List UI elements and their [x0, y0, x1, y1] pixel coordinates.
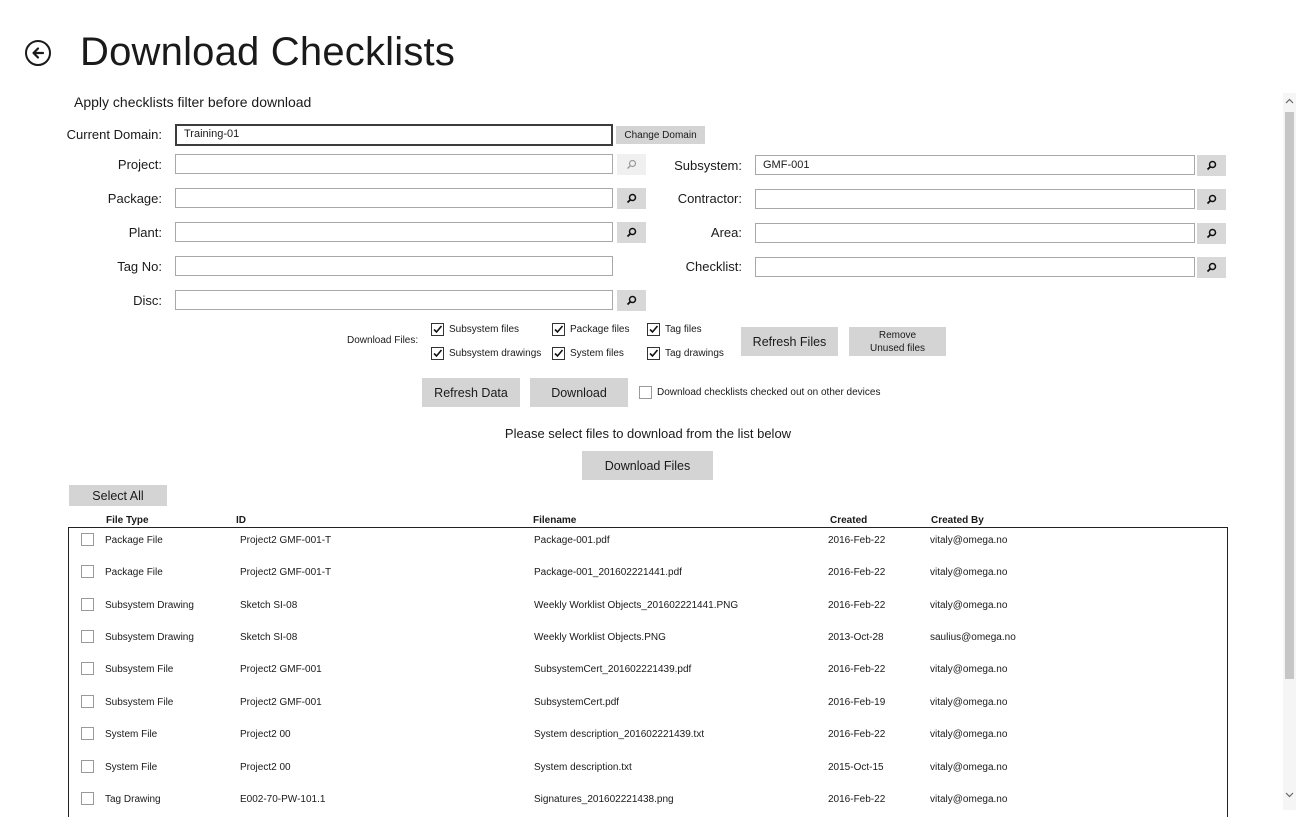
row-checkbox[interactable] [81, 565, 94, 578]
disc-label: Disc: [133, 293, 162, 308]
subsystem-files-text: Subsystem files [449, 324, 520, 335]
system-files-checkbox[interactable] [552, 347, 624, 360]
column-header-created-by[interactable]: Created By [931, 515, 984, 526]
search-icon [1206, 262, 1217, 273]
tag-files-checkbox[interactable] [647, 323, 702, 336]
package-files-text: Package files [570, 324, 630, 335]
area-search-button[interactable] [1197, 223, 1226, 244]
scroll-down-icon[interactable] [1283, 790, 1296, 801]
cell-id: Project2 GMF-001 [240, 697, 322, 708]
table-row[interactable] [69, 755, 1226, 787]
download-checked-out-checkbox[interactable] [639, 386, 880, 399]
cell-created: 2016-Feb-22 [828, 794, 886, 805]
system-files-text: System files [570, 348, 624, 359]
row-checkbox[interactable] [81, 630, 94, 643]
checkmark-icon [648, 348, 659, 359]
scroll-thumb[interactable] [1285, 112, 1294, 679]
cell-file-type: Subsystem File [105, 697, 174, 708]
checkbox[interactable] [552, 347, 565, 360]
table-row[interactable] [69, 560, 1226, 592]
table-row[interactable] [69, 593, 1226, 625]
cell-filename: SubsystemCert.pdf [534, 697, 620, 708]
download-button[interactable]: Download [530, 378, 628, 407]
change-domain-button[interactable]: Change Domain [616, 126, 705, 144]
search-icon [626, 159, 637, 170]
checklist-search-button[interactable] [1197, 257, 1226, 278]
cell-created: 2016-Feb-19 [828, 697, 886, 708]
subsystem-drawings-checkbox[interactable] [431, 347, 541, 360]
back-button[interactable] [25, 40, 51, 66]
tag-drawings-checkbox[interactable] [647, 347, 724, 360]
cell-created-by: vitaly@omega.no [930, 729, 1008, 740]
cell-filename: Weekly Worklist Objects.PNG [534, 632, 666, 643]
package-input[interactable] [175, 188, 613, 208]
cell-created: 2015-Oct-15 [828, 762, 884, 773]
area-input[interactable] [755, 223, 1195, 243]
cell-filename: Weekly Worklist Objects_201602221441.PNG [534, 600, 739, 611]
subsystem-drawings-text: Subsystem drawings [449, 348, 542, 359]
files-instruction-text: Please select files to download from the list below [504, 426, 792, 441]
remove-unused-line1: Remove [878, 329, 917, 341]
package-label: Package: [107, 191, 162, 206]
row-checkbox[interactable] [81, 727, 94, 740]
tag-no-label: Tag No: [117, 259, 162, 274]
contractor-label: Contractor: [677, 191, 742, 206]
page-title: Download Checklists [80, 30, 456, 74]
checkbox[interactable] [647, 323, 660, 336]
files-instruction [0, 426, 1296, 441]
download-files-label: Download Files: [347, 335, 419, 346]
cell-id: Project2 00 [240, 762, 291, 773]
table-row[interactable] [69, 657, 1226, 689]
tag-no-input[interactable] [175, 256, 613, 276]
cell-created: 2016-Feb-22 [828, 600, 886, 611]
cell-id: E002-70-PW-101.1 [240, 794, 326, 805]
remove-unused-line2: Unused files [869, 342, 926, 354]
search-icon [1206, 228, 1217, 239]
file-list [68, 527, 1228, 817]
cell-created-by: vitaly@omega.no [930, 794, 1008, 805]
subsystem-input[interactable]: GMF-001 [755, 155, 1195, 175]
cell-filename: Signatures_201602221438.png [534, 794, 674, 805]
subsystem-files-checkbox[interactable] [431, 323, 519, 336]
cell-filename: SubsystemCert_201602221439.pdf [534, 664, 692, 675]
plant-input[interactable] [175, 222, 613, 242]
table-row[interactable] [69, 528, 1226, 560]
cell-id: Project2 00 [240, 729, 291, 740]
row-checkbox[interactable] [81, 695, 94, 708]
contractor-input[interactable] [755, 189, 1195, 209]
refresh-files-button[interactable] [741, 327, 838, 356]
cell-id: Project2 GMF-001-T [240, 535, 332, 546]
current-domain-label: Current Domain: [66, 127, 162, 142]
cell-filename: System description_201602221439.txt [534, 729, 705, 740]
search-icon [626, 227, 637, 238]
scroll-up-icon[interactable] [1283, 97, 1296, 108]
cell-created-by: vitaly@omega.no [930, 600, 1008, 611]
cell-created: 2016-Feb-22 [828, 567, 886, 578]
checklist-input[interactable] [755, 257, 1195, 277]
subsystem-search-button[interactable] [1197, 155, 1226, 176]
cell-created-by: vitaly@omega.no [930, 664, 1008, 675]
page-subtitle: Apply checklists filter before download [74, 94, 312, 110]
checkmark-icon [432, 348, 443, 359]
cell-id: Project2 GMF-001-T [240, 567, 332, 578]
checkbox[interactable] [431, 323, 444, 336]
cell-file-type: Subsystem File [105, 664, 174, 675]
checkbox[interactable] [647, 347, 660, 360]
download-files-button[interactable]: Download Files [582, 451, 713, 480]
cell-file-type: Package File [105, 535, 163, 546]
cell-created-by: vitaly@omega.no [930, 762, 1008, 773]
cell-created: 2013-Oct-28 [828, 632, 884, 643]
row-checkbox[interactable] [81, 598, 94, 611]
cell-created-by: saulius@omega.no [930, 632, 1016, 643]
cell-file-type: Package File [105, 567, 163, 578]
row-checkbox[interactable] [81, 792, 94, 805]
row-checkbox[interactable] [81, 533, 94, 546]
current-domain-input[interactable]: Training-01 [175, 124, 613, 146]
checkmark-icon [648, 324, 659, 335]
cell-id: Sketch SI-08 [240, 632, 298, 643]
checkmark-icon [432, 324, 443, 335]
cell-file-type: Tag Drawing [105, 794, 161, 805]
project-input[interactable] [175, 154, 613, 174]
area-label: Area: [710, 225, 742, 240]
column-header-file-type[interactable]: File Type [106, 515, 149, 526]
table-row[interactable] [69, 690, 1226, 722]
plant-label: Plant: [128, 225, 162, 240]
refresh-files-text: Refresh Files [752, 334, 827, 349]
checkbox[interactable] [431, 347, 444, 360]
search-icon [626, 295, 637, 306]
select-all-button[interactable]: Select All [69, 485, 167, 506]
disc-search-button[interactable] [617, 290, 646, 311]
back-arrow-icon [31, 46, 45, 60]
row-checkbox[interactable] [81, 662, 94, 675]
cell-file-type: Subsystem Drawing [105, 632, 194, 643]
column-header-filename[interactable]: Filename [533, 515, 577, 526]
table-row[interactable] [69, 787, 1226, 819]
cell-created: 2016-Feb-22 [828, 535, 886, 546]
checkmark-icon [553, 324, 564, 335]
search-icon [1206, 160, 1217, 171]
tag-drawings-text: Tag drawings [665, 348, 724, 359]
checkmark-icon [553, 348, 564, 359]
cell-filename: Package-001.pdf [534, 535, 610, 546]
download-checked-out-text: Download checklists checked out on other devices [657, 387, 881, 398]
remove-unused-files-button[interactable] [849, 327, 946, 356]
cell-file-type: System File [105, 729, 158, 740]
checkbox[interactable] [639, 386, 652, 399]
refresh-data-button[interactable]: Refresh Data [422, 378, 520, 407]
checkbox[interactable] [552, 323, 565, 336]
search-icon [1206, 194, 1217, 205]
project-label: Project: [117, 157, 162, 172]
cell-file-type: System File [105, 762, 158, 773]
cell-created: 2016-Feb-22 [828, 664, 886, 675]
cell-filename: System description.txt [534, 762, 632, 773]
search-icon [626, 193, 637, 204]
tag-files-text: Tag files [665, 324, 702, 335]
checklist-label: Checklist: [685, 259, 742, 274]
cell-id: Sketch SI-08 [240, 600, 298, 611]
table-row[interactable] [69, 722, 1226, 754]
column-header-created[interactable]: Created [830, 515, 868, 526]
contractor-search-button[interactable] [1197, 189, 1226, 210]
cell-created: 2016-Feb-22 [828, 729, 886, 740]
cell-id: Project2 GMF-001 [240, 664, 322, 675]
table-row[interactable] [69, 625, 1226, 657]
cell-created-by: vitaly@omega.no [930, 697, 1008, 708]
cell-created-by: vitaly@omega.no [930, 535, 1008, 546]
row-checkbox[interactable] [81, 760, 94, 773]
subsystem-label: Subsystem: [674, 158, 742, 173]
column-header-id[interactable]: ID [236, 515, 246, 526]
cell-file-type: Subsystem Drawing [105, 600, 194, 611]
package-files-checkbox[interactable] [552, 323, 629, 336]
disc-input[interactable] [175, 290, 613, 310]
cell-filename: Package-001_201602221441.pdf [534, 567, 682, 578]
cell-created-by: vitaly@omega.no [930, 567, 1008, 578]
